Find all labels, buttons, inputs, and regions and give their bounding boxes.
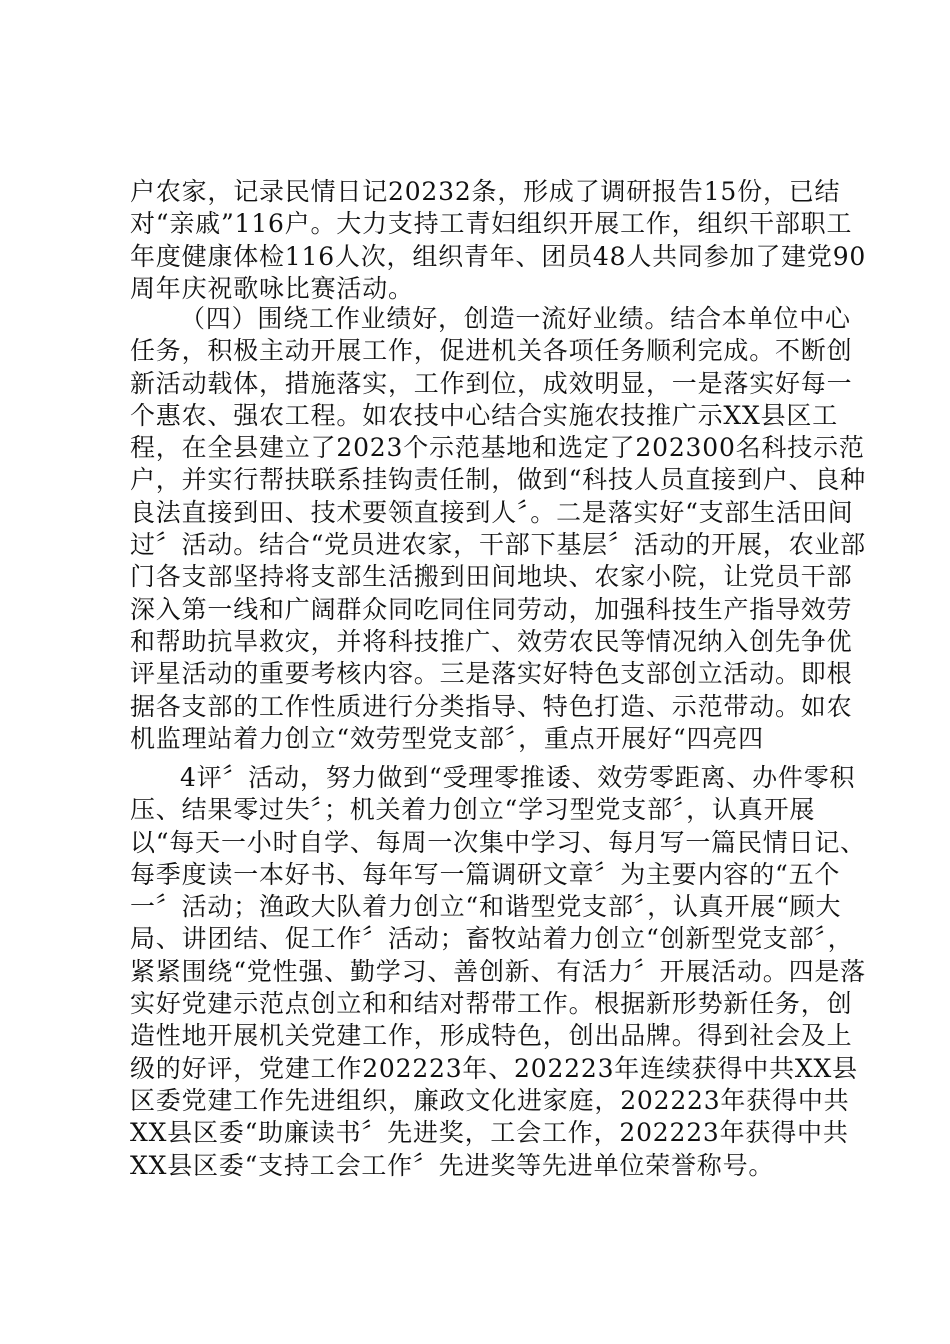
paragraph-3: 4评〞活动，努力做到“受理零推诿、效劳零距离、办件零积压、结果零过失〞；机关着力创立“学习型党支部〞，认真开展以“每天一小时自学、每周一次集中学习、每月写一篇民情日记、每季度读一本好书、每年写一篇调研文章〞为主要内容的“五个一〞活动；渔政大队着力创立“和谐型党支部〞，认真开展“顾大局、讲团结、促工作〞活动；畜牧站着力创立“创新型党支部〞，紧紧围绕“党性强、勤学习、善创新、有活力〞开展活动。四是落实好党建示范点创立和和结对帮带工作。根据新形势新任务，创造性地开展机关党建工作，形成特色，创出品牌。得到社会及上级的好评，党建工作202223年、202223年连续获得中共XX县区委党建工作先进组织，廉政文化进家庭，202223年获得中共XX县区委“助廉读书〞先进奖，工会工作，202223年获得中共XX县区委“支持工会工作〞先进奖等先进单位荣誉称号。 (130, 763, 866, 1180)
paragraph-1: 户农家，记录民情日记20232条，形成了调研报告15份，已结对“亲戚”116户。大力支持工青妇组织开展工作，组织干部职工年度健康体检116人次，组织青年、团员48人共同参加了建党90周年庆祝歌咏比赛活动。 (130, 177, 867, 303)
paragraph-2: （四）围绕工作业绩好，创造一流好业绩。结合本单位中心任务，积极主动开展工作，促进机关各项任务顺利完成。不断创新活动载体，措施落实，工作到位，成效明显，一是落实好每一个惠农、强农工程。如农技中心结合实施农技推广示XX县区工程，在全县建立了2023个示范基地和选定了202300名科技示范户，并实行帮扶联系挂钩责任制，做到“科技人员直接到户、良种良法直接到田、技术要领直接到人〞。二是落实好“支部生活田间过〞活动。结合“党员进农家，干部下基层〞活动的开展，农业部门各支部坚持将支部生活搬到田间地块、农家小院，让党员干部深入第一线和广阔群众同吃同住同劳动，加强科技生产指导效劳和帮助抗旱救灾，并将科技推广、效劳农民等情况纳入创先争优评星活动的重要考核内容。三是落实好特色支部创立活动。即根据各支部的工作性质进行分类指导、特色打造、示范带动。如农机监理站着力创立“效劳型党支部〞，重点开展好“四亮四 (130, 304, 866, 753)
